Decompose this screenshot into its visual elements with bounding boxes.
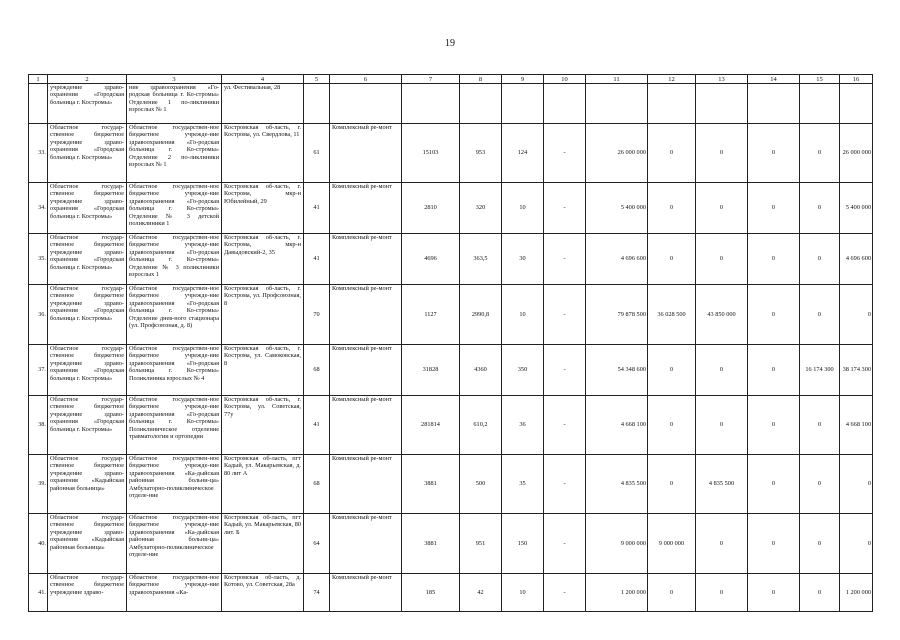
- object-name-cell: Областное государствен-ное бюджетное учрежде-ние здравоохранения «Ка-дыйская районная больни-ца» Амбулаторно-поликлиническое отделе-ние: [127, 455, 222, 514]
- table-row: [29, 514, 873, 574]
- table-row: [29, 396, 873, 455]
- year-cost-cell: 0: [748, 574, 800, 612]
- year-cost-cell: [696, 84, 748, 124]
- year-cost-cell: 0: [748, 514, 800, 574]
- visits-cell: [502, 84, 544, 124]
- wear-percent-cell: 68: [304, 345, 330, 396]
- year-cost-cell: 5 400 000: [840, 183, 873, 234]
- visits-cell: 35: [502, 455, 544, 514]
- address-cell: Костромская об-ласть, г. Кострома, ул. Самоковская, 8: [222, 345, 304, 396]
- address-cell: Костромская об-ласть, г. Кострома, ул. Профсоюзная, 8: [222, 285, 304, 345]
- object-name-cell: ние здравоохранения «Го-родская больница г. Ко-стромы» Отделение 1 по-ликлиники взрослых № 1: [127, 84, 222, 124]
- address-cell: Костромская об-ласть, г. Кострома, мкр-н Юбилейный, 29: [222, 183, 304, 234]
- year-cost-cell: 0: [800, 455, 840, 514]
- wear-percent-cell: 70: [304, 285, 330, 345]
- total-cost-cell: 4 668 100: [586, 396, 648, 455]
- capacity-cell: [460, 84, 502, 124]
- work-type-cell: Комплексный ре-монт: [330, 285, 402, 345]
- visits-cell: 150: [502, 514, 544, 574]
- table-row: [29, 84, 873, 124]
- area-cell: 185: [402, 574, 460, 612]
- year-cost-cell: [648, 84, 696, 124]
- year-cost-cell: 0: [748, 234, 800, 285]
- customer-cell: Областное государ-ственное бюджетное учреждение здраво-: [48, 574, 127, 612]
- year-cost-cell: 43 850 000: [696, 285, 748, 345]
- row-number: 35.: [29, 234, 48, 285]
- year-cost-cell: 0: [800, 183, 840, 234]
- year-cost-cell: 0: [800, 124, 840, 183]
- row-number: 41.: [29, 574, 48, 612]
- year-cost-cell: 0: [748, 455, 800, 514]
- table-row: [29, 345, 873, 396]
- year-cost-cell: 0: [696, 124, 748, 183]
- column-number: 3: [127, 75, 222, 84]
- customer-cell: Областное государ-ственное бюджетное учреждение здраво-охранения «Кадыйская районная больница»: [48, 455, 127, 514]
- column-number: 9: [502, 75, 544, 84]
- year-cost-cell: 0: [696, 345, 748, 396]
- total-cost-cell: 9 000 000: [586, 514, 648, 574]
- work-type-cell: Комплексный ре-монт: [330, 234, 402, 285]
- total-cost-cell: 54 348 600: [586, 345, 648, 396]
- column-number: 1: [29, 75, 48, 84]
- work-type-cell: [330, 84, 402, 124]
- area-cell: 281814: [402, 396, 460, 455]
- object-name-cell: Областное государствен-ное бюджетное учрежде-ние здравоохранения «Го-родская больница г. Ко-стромы» Отделение 2 по-ликлиники взрослых № 1: [127, 124, 222, 183]
- total-cost-cell: [586, 84, 648, 124]
- dash-cell: -: [544, 124, 586, 183]
- column-number: 16: [840, 75, 873, 84]
- column-number: 8: [460, 75, 502, 84]
- wear-percent-cell: 68: [304, 455, 330, 514]
- area-cell: 3881: [402, 455, 460, 514]
- year-cost-cell: 0: [840, 285, 873, 345]
- customer-cell: Областное государ-ственное бюджетное учреждение здраво-охранения «Городская больница г. Костромы»: [48, 345, 127, 396]
- year-cost-cell: 0: [648, 396, 696, 455]
- year-cost-cell: 0: [696, 514, 748, 574]
- work-type-cell: Комплексный ре-монт: [330, 574, 402, 612]
- capacity-cell: 2990,8: [460, 285, 502, 345]
- dash-cell: -: [544, 455, 586, 514]
- address-cell: Костромская об-ласть, г. Кострома, ул. Советская, 77у: [222, 396, 304, 455]
- total-cost-cell: 4 835 500: [586, 455, 648, 514]
- year-cost-cell: 0: [800, 514, 840, 574]
- total-cost-cell: 5 400 000: [586, 183, 648, 234]
- area-cell: 15103: [402, 124, 460, 183]
- column-number: 15: [800, 75, 840, 84]
- capacity-cell: 953: [460, 124, 502, 183]
- year-cost-cell: 36 028 500: [648, 285, 696, 345]
- table-row: [29, 574, 873, 612]
- column-number-row: [29, 75, 873, 84]
- customer-cell: Областное государ-ственное бюджетное учреждение здраво-охранения «Городская больница г. Костромы»: [48, 234, 127, 285]
- column-number: 14: [748, 75, 800, 84]
- area-cell: 4696: [402, 234, 460, 285]
- page-number: 19: [445, 38, 455, 49]
- visits-cell: 30: [502, 234, 544, 285]
- year-cost-cell: 0: [648, 574, 696, 612]
- dash-cell: -: [544, 514, 586, 574]
- year-cost-cell: 9 000 000: [648, 514, 696, 574]
- total-cost-cell: 4 696 600: [586, 234, 648, 285]
- customer-cell: Областное государ-ственное бюджетное учреждение здраво-охранения «Городская больница г. Костромы»: [48, 396, 127, 455]
- visits-cell: 36: [502, 396, 544, 455]
- customer-cell: Областное государ-ственное бюджетное учреждение здраво-охранения «Городская больница г. Костромы»: [48, 183, 127, 234]
- customer-cell: Областное государ-ственное бюджетное учреждение здраво-охранения «Городская больница г. Костромы»: [48, 124, 127, 183]
- year-cost-cell: [800, 84, 840, 124]
- year-cost-cell: 38 174 300: [840, 345, 873, 396]
- capacity-cell: 42: [460, 574, 502, 612]
- dash-cell: -: [544, 396, 586, 455]
- visits-cell: 350: [502, 345, 544, 396]
- work-type-cell: Комплексный ре-монт: [330, 183, 402, 234]
- year-cost-cell: 0: [748, 285, 800, 345]
- address-cell: Костромская об-ласть, пгт Кадый, ул. Макарьевская, д. 80 лит А: [222, 455, 304, 514]
- year-cost-cell: [748, 84, 800, 124]
- table-row: [29, 124, 873, 183]
- dash-cell: -: [544, 574, 586, 612]
- year-cost-cell: 0: [696, 234, 748, 285]
- capacity-cell: 610,2: [460, 396, 502, 455]
- row-number: [29, 84, 48, 124]
- address-cell: Костромская об-ласть, г. Кострома, ул. Свердлова, 11: [222, 124, 304, 183]
- work-type-cell: Комплексный ре-монт: [330, 455, 402, 514]
- customer-cell: Областное государ-ственное бюджетное учреждение здраво-охранения «Городская больница г. Костромы»: [48, 285, 127, 345]
- year-cost-cell: 16 174 300: [800, 345, 840, 396]
- row-number: 36.: [29, 285, 48, 345]
- year-cost-cell: 1 200 000: [840, 574, 873, 612]
- work-type-cell: Комплексный ре-монт: [330, 514, 402, 574]
- wear-percent-cell: 41: [304, 234, 330, 285]
- year-cost-cell: 0: [800, 285, 840, 345]
- wear-percent-cell: 64: [304, 514, 330, 574]
- area-cell: [402, 84, 460, 124]
- year-cost-cell: 0: [800, 396, 840, 455]
- visits-cell: 124: [502, 124, 544, 183]
- year-cost-cell: [840, 84, 873, 124]
- capacity-cell: 4360: [460, 345, 502, 396]
- row-number: 38.: [29, 396, 48, 455]
- year-cost-cell: 0: [696, 396, 748, 455]
- row-number: 39.: [29, 455, 48, 514]
- year-cost-cell: 4 696 600: [840, 234, 873, 285]
- year-cost-cell: 0: [648, 455, 696, 514]
- table-row: [29, 285, 873, 345]
- work-type-cell: Комплексный ре-монт: [330, 345, 402, 396]
- year-cost-cell: 0: [648, 183, 696, 234]
- object-name-cell: Областное государствен-ное бюджетное учрежде-ние здравоохранения «Го-родская больница г. Ко-стромы» Отделение днев-ного стационара (ул. Профсоюзная, д. 8): [127, 285, 222, 345]
- column-number: 2: [48, 75, 127, 84]
- year-cost-cell: 4 668 100: [840, 396, 873, 455]
- dash-cell: -: [544, 285, 586, 345]
- year-cost-cell: 0: [840, 514, 873, 574]
- column-number: 4: [222, 75, 304, 84]
- customer-cell: Областное государ-ственное бюджетное учреждение здраво-охранения «Кадыйская районная больница»: [48, 514, 127, 574]
- year-cost-cell: 0: [748, 345, 800, 396]
- address-cell: Костромская об-ласть, д. Котово, ул. Советская, 28а: [222, 574, 304, 612]
- area-cell: 2810: [402, 183, 460, 234]
- wear-percent-cell: 61: [304, 124, 330, 183]
- column-number: 7: [402, 75, 460, 84]
- wear-percent-cell: 41: [304, 396, 330, 455]
- address-cell: Костромская об-ласть, пгт Кадый, ул. Макарьевская, 80 лит. Б: [222, 514, 304, 574]
- year-cost-cell: 0: [648, 124, 696, 183]
- year-cost-cell: 0: [840, 455, 873, 514]
- object-name-cell: Областное государствен-ное бюджетное учрежде-ние здравоохранения «Го-родская больница г. Ко-стромы» Поликлиника взрослых № 4: [127, 345, 222, 396]
- column-number: 10: [544, 75, 586, 84]
- column-number: 12: [648, 75, 696, 84]
- object-name-cell: Областное государствен-ное бюджетное учрежде-ние здравоохранения «Го-родская больница г. Ко-стромы» Отделение № 3 поликлиники взрослых 1: [127, 234, 222, 285]
- dash-cell: [544, 84, 586, 124]
- capacity-cell: 363,5: [460, 234, 502, 285]
- object-name-cell: Областное государствен-ное бюджетное учрежде-ние здравоохранения «Го-родская больница г. Ко-стромы» Отделение № 3 детской поликлиники 1: [127, 183, 222, 234]
- total-cost-cell: 1 200 000: [586, 574, 648, 612]
- year-cost-cell: 0: [748, 396, 800, 455]
- year-cost-cell: 0: [648, 345, 696, 396]
- address-cell: Костромская об-ласть, г. Кострома, мкр-н Давыдовский-2, 35: [222, 234, 304, 285]
- year-cost-cell: 0: [748, 183, 800, 234]
- row-number: 37.: [29, 345, 48, 396]
- object-name-cell: Областное государствен-ное бюджетное учрежде-ние здравоохранения «Ка-дыйская районная больни-ца» Амбулаторно-поликлиническое отделе-ние: [127, 514, 222, 574]
- year-cost-cell: 0: [800, 574, 840, 612]
- object-name-cell: Областное государствен-ное бюджетное учрежде-ние здравоохранения «Го-родская больница г. Ко-стромы» Поликлиническое отделение травматологии и ортопедии: [127, 396, 222, 455]
- table-row: [29, 183, 873, 234]
- visits-cell: 10: [502, 183, 544, 234]
- dash-cell: -: [544, 183, 586, 234]
- year-cost-cell: 26 000 000: [840, 124, 873, 183]
- area-cell: 1127: [402, 285, 460, 345]
- object-name-cell: Областное государствен-ное бюджетное учрежде-ние здравоохранения «Ка-: [127, 574, 222, 612]
- table-row: [29, 455, 873, 514]
- column-number: 5: [304, 75, 330, 84]
- row-number: 34.: [29, 183, 48, 234]
- capacity-cell: 951: [460, 514, 502, 574]
- capacity-cell: 500: [460, 455, 502, 514]
- year-cost-cell: 0: [696, 574, 748, 612]
- year-cost-cell: 0: [696, 183, 748, 234]
- column-number: 11: [586, 75, 648, 84]
- total-cost-cell: 26 000 000: [586, 124, 648, 183]
- year-cost-cell: 0: [748, 124, 800, 183]
- total-cost-cell: 79 878 500: [586, 285, 648, 345]
- visits-cell: 10: [502, 574, 544, 612]
- row-number: 40.: [29, 514, 48, 574]
- visits-cell: 10: [502, 285, 544, 345]
- objects-table: [28, 74, 873, 612]
- area-cell: 3881: [402, 514, 460, 574]
- work-type-cell: Комплексный ре-монт: [330, 396, 402, 455]
- year-cost-cell: 4 835 500: [696, 455, 748, 514]
- column-number: 6: [330, 75, 402, 84]
- customer-cell: учреждение здраво-охранения «Городская больница г. Костромы»: [48, 84, 127, 124]
- dash-cell: -: [544, 234, 586, 285]
- wear-percent-cell: [304, 84, 330, 124]
- work-type-cell: Комплексный ре-монт: [330, 124, 402, 183]
- column-number: 13: [696, 75, 748, 84]
- wear-percent-cell: 41: [304, 183, 330, 234]
- dash-cell: -: [544, 345, 586, 396]
- year-cost-cell: 0: [648, 234, 696, 285]
- table-row: [29, 234, 873, 285]
- row-number: 33.: [29, 124, 48, 183]
- area-cell: 31828: [402, 345, 460, 396]
- capacity-cell: 320: [460, 183, 502, 234]
- year-cost-cell: 0: [800, 234, 840, 285]
- wear-percent-cell: 74: [304, 574, 330, 612]
- address-cell: ул. Фестивальная, 28: [222, 84, 304, 124]
